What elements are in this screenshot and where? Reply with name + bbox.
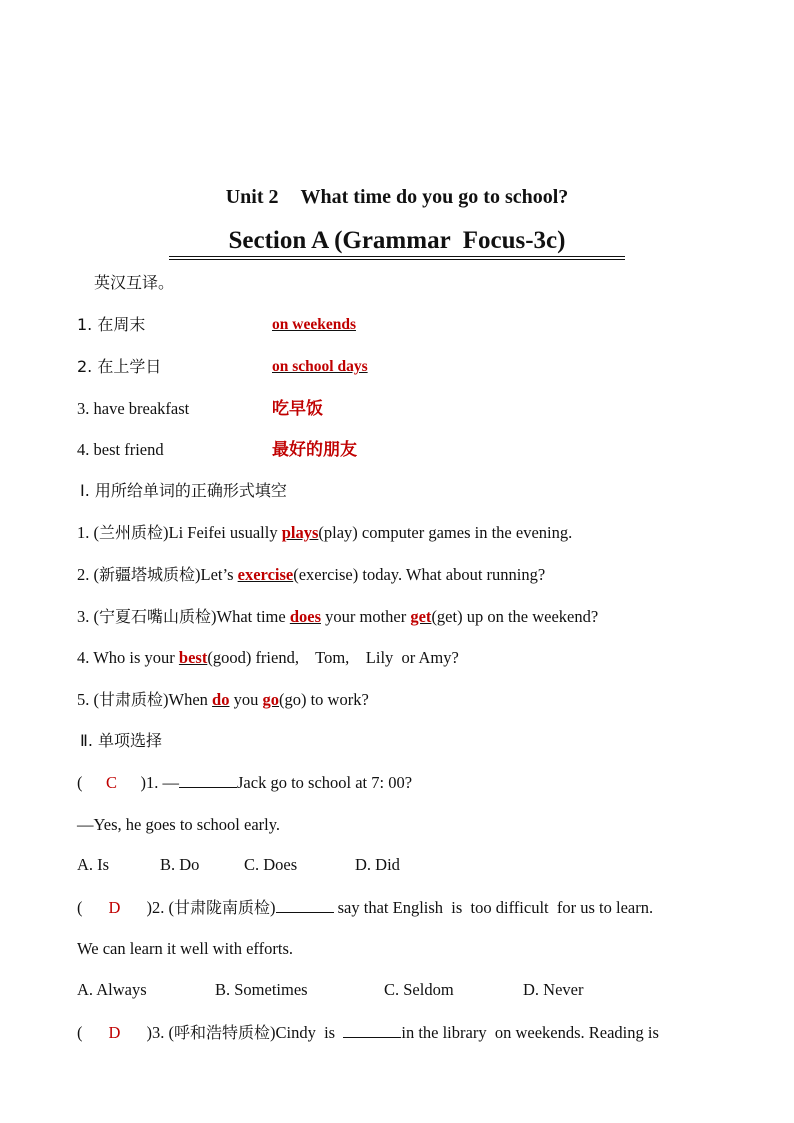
- choice-question-2-line2: We can learn it well with efforts.: [77, 939, 293, 958]
- q-answer: does: [289, 607, 321, 626]
- answer-blank: [276, 898, 334, 913]
- fill-question-2: [77, 564, 545, 586]
- option-b: B. Sometimes: [215, 980, 308, 999]
- choice-question-1: [77, 772, 412, 794]
- q-source: 呼和浩特质检: [174, 1023, 271, 1042]
- q-text: in the library on weekends. Reading is: [401, 1023, 659, 1042]
- q-text: your mother: [321, 607, 411, 626]
- q-text: (play) computer games in the evening.: [318, 523, 573, 542]
- vocab-answer: 吃早饭: [272, 399, 323, 419]
- part1-heading: Ⅰ. 用所给单词的正确形式填空: [80, 481, 287, 500]
- q-answer: exercise: [237, 565, 294, 584]
- option-b: B. Do: [160, 855, 200, 874]
- title-underline: [169, 256, 625, 257]
- q-number: 1. (: [77, 523, 99, 542]
- q-answer: best: [178, 648, 208, 667]
- vocab-item: [77, 439, 717, 461]
- option-a: A. Is: [77, 855, 110, 874]
- q-source: 兰州质检: [99, 523, 164, 542]
- q-text: (go) to work?: [278, 690, 369, 709]
- q-source: 新疆塔城质检: [99, 565, 196, 584]
- vocab-prompt: 4. best friend: [77, 440, 164, 459]
- option-d: D. Did: [355, 855, 400, 874]
- section-title: [169, 226, 625, 256]
- q-text: )Li Feifei usually: [163, 523, 282, 542]
- q-paren: (: [77, 898, 83, 917]
- q-answer: do: [212, 690, 230, 709]
- option-d: D. Never: [523, 980, 584, 999]
- q-text: Jack go to school at 7: 00?: [237, 773, 413, 792]
- q-text: ): [270, 898, 276, 917]
- vocab-answer: on weekends: [272, 316, 356, 333]
- q-text: say that English is too difficult for us to learn.: [333, 898, 654, 917]
- q-text: (good) friend, Tom, Lily or Amy?: [207, 648, 459, 667]
- option-a: A. Always: [77, 980, 147, 999]
- option-c: C. Does: [244, 855, 298, 874]
- vocab-prompt: 1. 在周末: [77, 315, 146, 334]
- q-answer: plays: [281, 523, 319, 542]
- q-number: 5. (: [77, 690, 99, 709]
- q-text: )3. (: [146, 1023, 174, 1042]
- answer-blank: [343, 1023, 401, 1038]
- choice-question-3: [77, 1022, 659, 1044]
- vocab-item: [77, 398, 717, 420]
- vocab-item: [77, 356, 717, 378]
- q-text: (exercise) today. What about running?: [293, 565, 546, 584]
- q-text: )What time: [211, 607, 290, 626]
- q-answer: go: [262, 690, 279, 709]
- q-paren: (: [77, 1023, 83, 1042]
- q-source: 宁夏石嘴山质检: [99, 607, 212, 626]
- fill-question-5: [77, 689, 369, 711]
- unit-title: [0, 186, 794, 209]
- q-text: )2. (: [146, 898, 174, 917]
- vocab-instruction: 英汉互译。: [94, 273, 175, 292]
- fill-question-4: [77, 647, 459, 669]
- vocab-prompt: 2. 在上学日: [77, 357, 162, 376]
- q-paren: (: [77, 773, 83, 792]
- q-text: (get) up on the weekend?: [431, 607, 599, 626]
- answer-blank: [179, 773, 237, 788]
- unit-question: What time do you go to school?: [300, 186, 569, 208]
- q-source: 甘肃质检: [99, 690, 164, 709]
- q-text: )Cindy is: [270, 1023, 344, 1042]
- vocab-answer: 最好的朋友: [272, 440, 357, 460]
- choice-question-1-reply: —Yes, he goes to school early.: [77, 815, 281, 834]
- option-c: C. Seldom: [384, 980, 454, 999]
- vocab-answer: on school days: [272, 358, 368, 375]
- q-number: 3. (: [77, 607, 99, 626]
- q-source: 甘肃陇南质检: [174, 898, 271, 917]
- unit-label: Unit 2: [225, 186, 279, 208]
- title-underline-double: [169, 259, 625, 260]
- q-answer: D: [108, 1023, 121, 1042]
- part2-heading: Ⅱ. 单项选择: [80, 731, 163, 750]
- fill-question-1: [77, 522, 572, 544]
- vocab-item: [77, 314, 717, 336]
- q-text: 4. Who is your: [77, 648, 179, 667]
- vocab-prompt: 3. have breakfast: [77, 399, 190, 418]
- q-answer: D: [108, 898, 121, 917]
- q-text: )Let’s: [195, 565, 238, 584]
- choice-question-2: [77, 897, 653, 919]
- q-text: )1. —: [140, 773, 179, 792]
- section-title-text: Section A (Grammar Focus-3c): [228, 227, 566, 254]
- q-answer: get: [410, 607, 432, 626]
- q-text: )When: [163, 690, 213, 709]
- fill-question-3: [77, 606, 598, 628]
- q-text: you: [229, 690, 263, 709]
- q-number: 2. (: [77, 565, 99, 584]
- q-answer: C: [105, 773, 117, 792]
